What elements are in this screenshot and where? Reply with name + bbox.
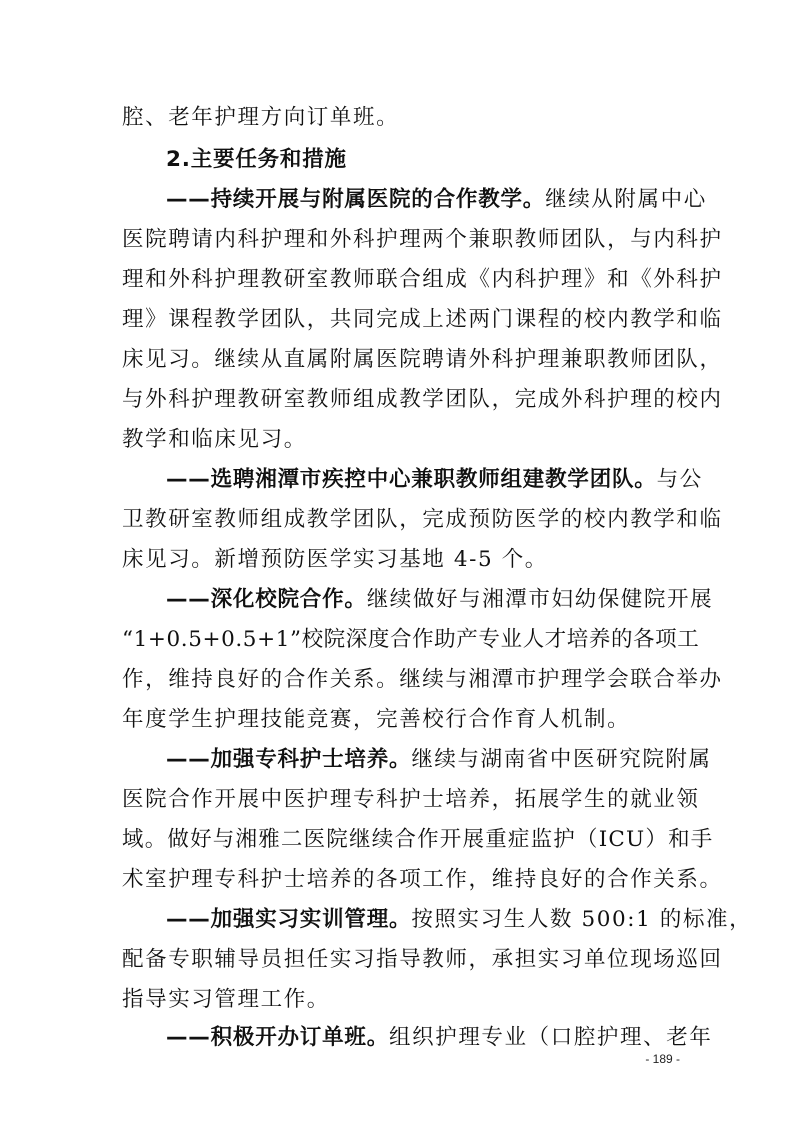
text-line [122,346,723,374]
paragraph-text: 按照实习生人数 500:1 的标准， [411,907,753,932]
paragraph-text: 术室护理专科护士培养的各项工作，维持良好的合作关系。 [122,867,723,892]
paragraph-text: 医院合作开展中医护理专科护士培养，拓展学生的就业领 [122,787,700,812]
paragraph-title: ——加强实习实训管理。 [166,907,412,932]
paragraph-text: 与公 [656,467,703,492]
paragraph-text: 域。做好与湘雅二医院继续合作开展重症监护（ICU）和手 [122,827,714,852]
text-line [122,266,723,294]
paragraph-text: 指导实习管理工作。 [122,987,330,1012]
paragraph-text: 继续与湖南省中医研究院附属 [411,747,712,772]
paragraph-text: 继续做好与湘潭市妇幼保健院开展 [366,587,714,612]
text-line [122,946,723,974]
text-line [166,906,753,934]
text-line [122,546,677,574]
paragraph-text: 床见习。继续从直属附属医院聘请外科护理兼职教师团队， [122,347,723,372]
paragraph-text: 继续从附属中心 [545,187,707,212]
paragraph-title: ——加强专科护士培养。 [166,747,412,772]
paragraph-text: 医院聘请内科护理和外科护理两个兼职教师团队，与内科护 [122,227,723,252]
paragraph-text: 理和外科护理教研室教师联合组成《内科护理》和《外科护 [122,267,723,292]
paragraph-text: 腔、老年护理方向订单班。 [122,105,400,130]
text-line [166,586,721,614]
text-line [122,104,677,132]
text-line [122,226,723,254]
text-line [122,706,677,734]
paragraph-text: 与外科护理教研室教师组成教学团队，完成外科护理的校内 [122,387,723,412]
heading-text: 2.主要任务和措施 [166,147,347,172]
paragraph-text: 作，维持良好的合作关系。继续与湘潭市护理学会联合举办 [122,667,723,692]
paragraph-title: ——深化校院合作。 [166,587,367,612]
paragraph-text: 年度学生护理技能竞赛，完善校行合作育人机制。 [122,707,631,732]
paragraph-title: ——积极开办订单班。 [166,1025,390,1050]
section-heading [166,146,721,174]
paragraph-title: ——持续开展与附属医院的合作教学。 [166,187,546,212]
paragraph-text: 教学和临床见习。 [122,427,307,452]
text-line [166,466,721,494]
paragraph-text: 配备专职辅导员担任实习指导教师，承担实习单位现场巡回 [122,947,723,972]
text-line [122,626,700,654]
text-line [122,306,723,334]
text-line [122,386,723,414]
text-line [122,826,714,854]
page-number: - 189 - [645,1052,680,1066]
paragraph-text: “1+0.5+0.5+1”校院深度合作助产专业人才培养的各项工 [122,627,700,652]
text-line [122,426,677,454]
text-line [122,506,723,534]
text-line [166,746,721,774]
text-line [122,986,677,1014]
text-line [166,1024,721,1052]
text-line [122,666,723,694]
paragraph-text: 理》课程教学团队，共同完成上述两门课程的校内教学和临 [122,307,723,332]
paragraph-text: 组织护理专业（口腔护理、老年 [389,1025,713,1050]
text-line [122,866,723,894]
text-line [166,186,721,214]
paragraph-text: 卫教研室教师组成教学团队，完成预防医学的校内教学和临 [122,507,723,532]
paragraph-title: ——选聘湘潭市疾控中心兼职教师组建教学团队。 [166,467,657,492]
text-line [122,786,700,814]
paragraph-text: 床见习。新增预防医学实习基地 4-5 个。 [122,547,548,572]
